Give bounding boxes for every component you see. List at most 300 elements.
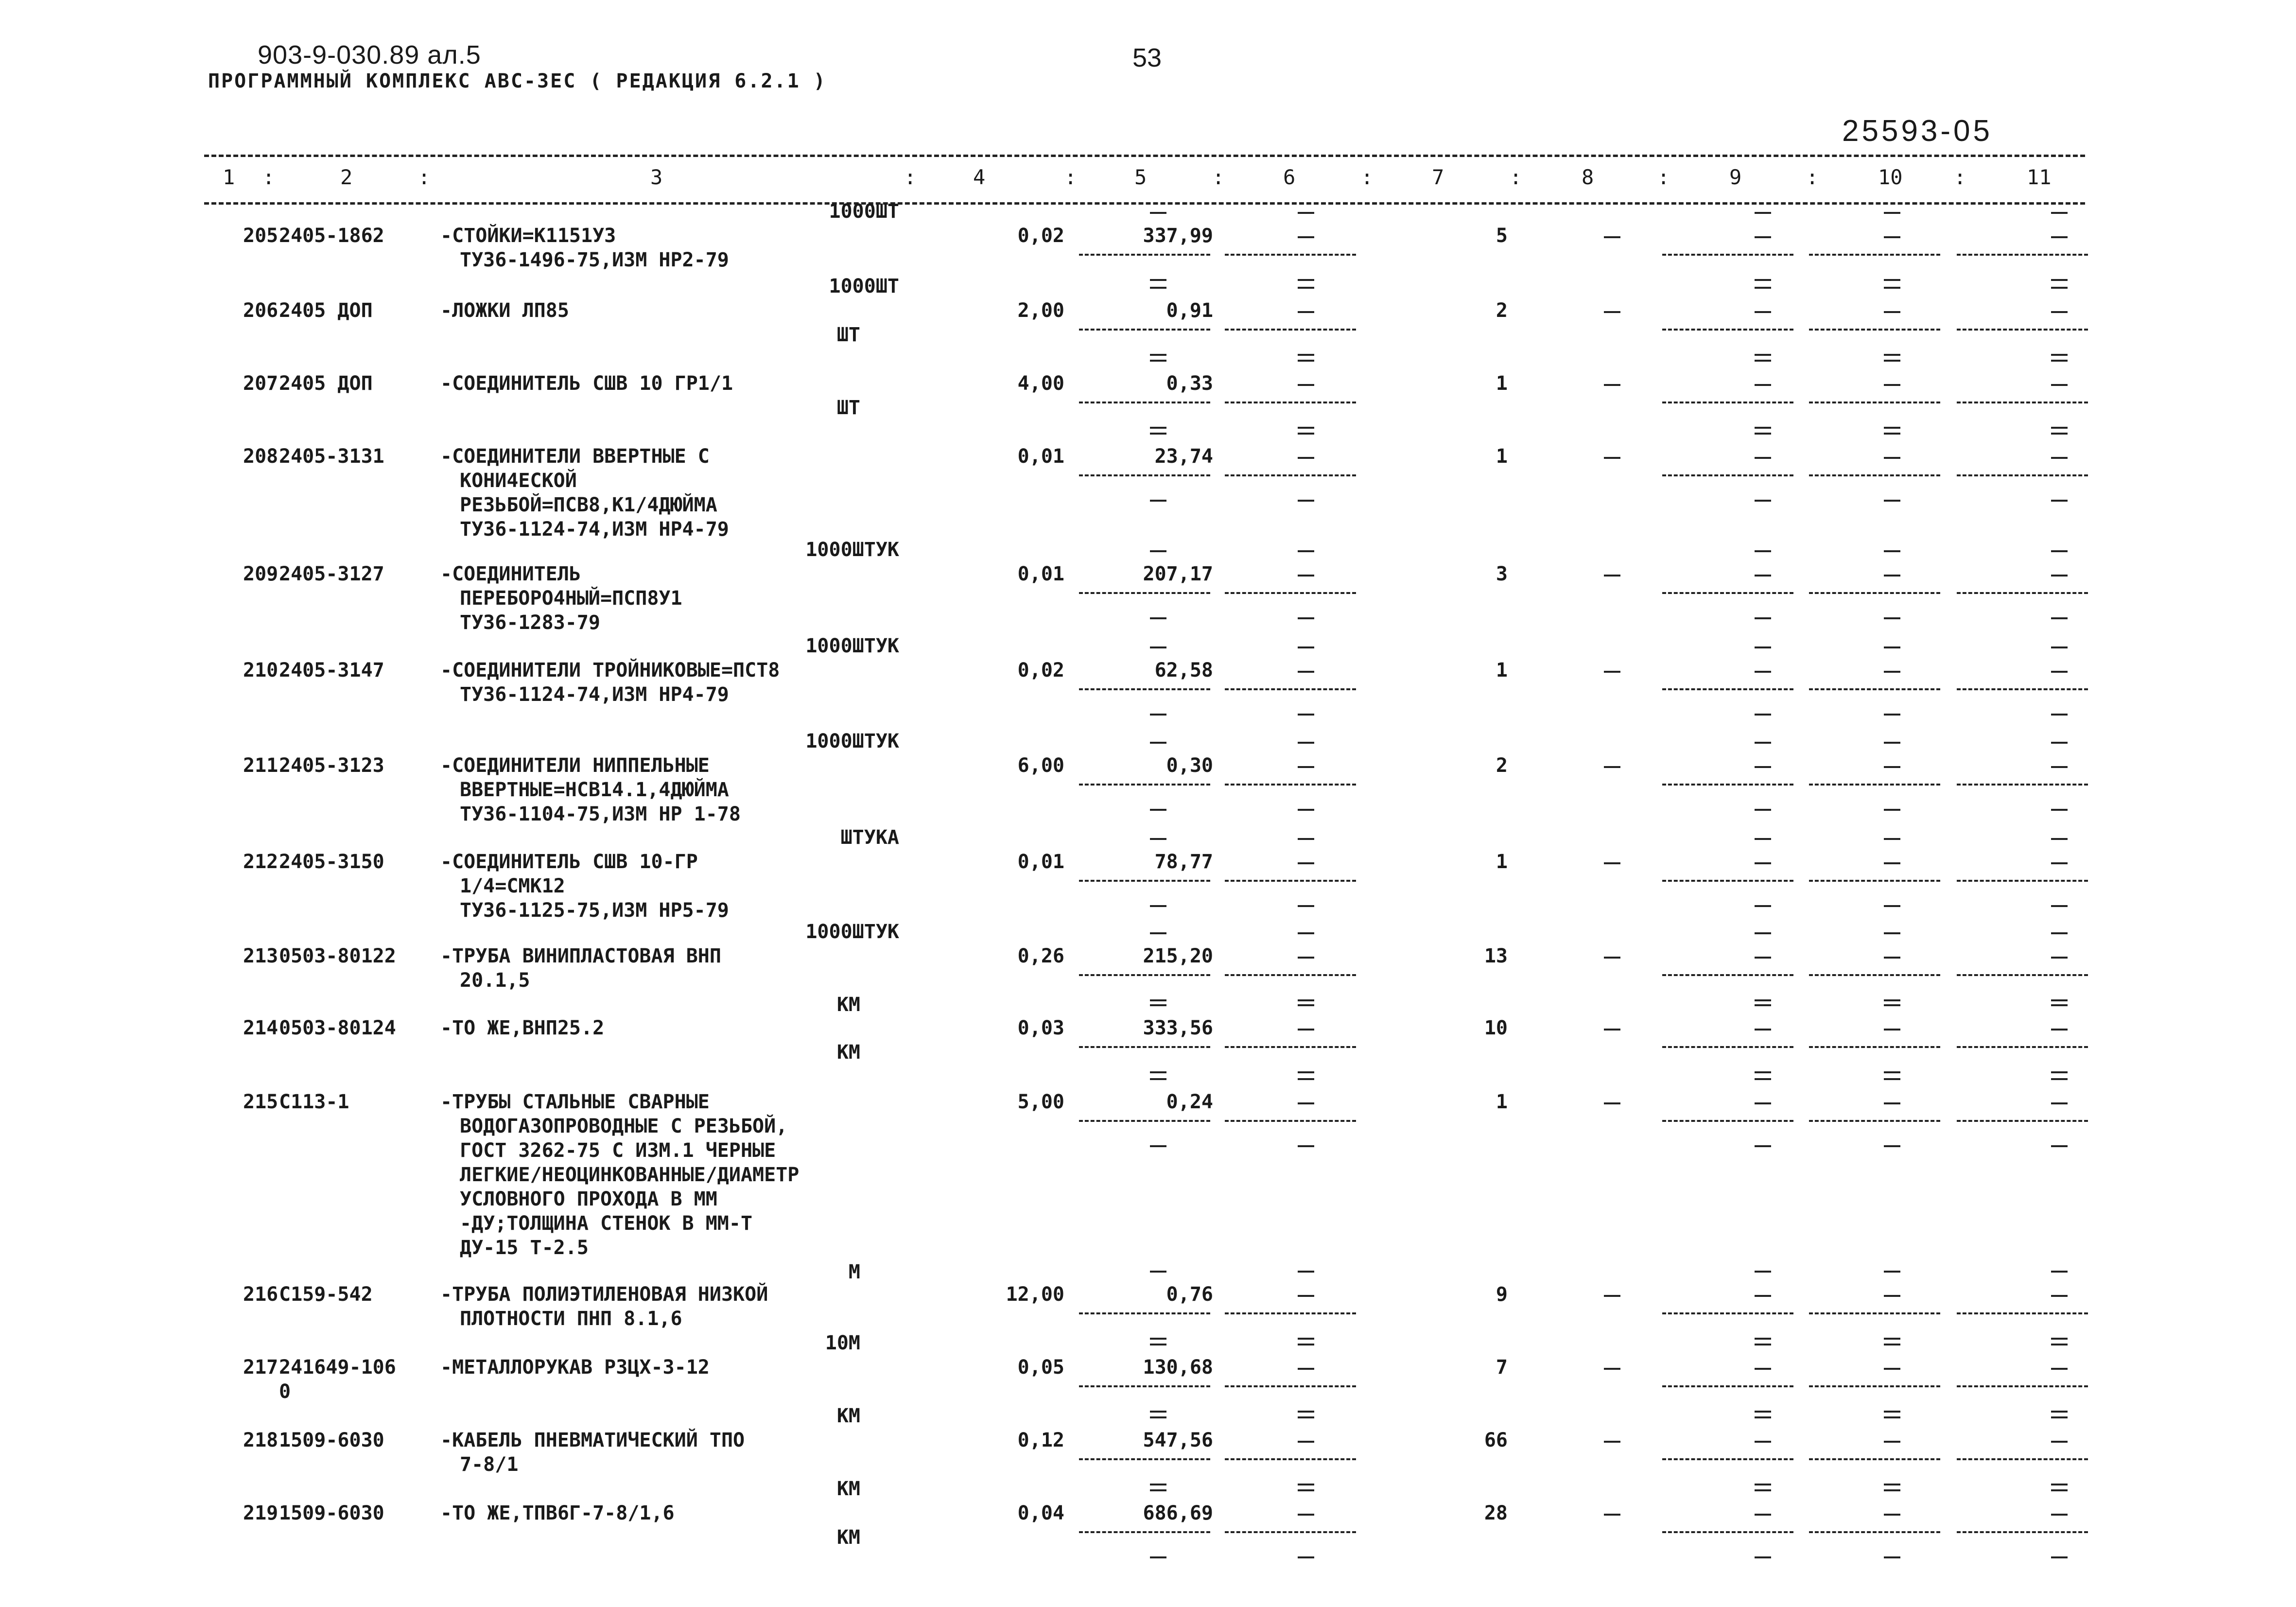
resource-code: С113-1	[279, 1091, 349, 1113]
dash-col-9-sub	[1755, 1556, 1771, 1558]
unit-label: М	[848, 1261, 860, 1283]
underline-col-6	[1225, 688, 1356, 690]
description-line: ТУ36-1283-79	[460, 611, 600, 634]
dash-col-6-sub	[1298, 354, 1314, 356]
dash-col-10	[1884, 957, 1900, 959]
dash-col-9-top	[1755, 646, 1771, 648]
underline-col-6	[1225, 1046, 1356, 1048]
dash-col-11-top	[2051, 1271, 2068, 1273]
price-value: 78,77	[1154, 851, 1213, 873]
underline-col-6	[1225, 974, 1356, 976]
description-line: -ДУ;ТОЛЩИНА СТЕНОК В ММ-Т	[460, 1212, 753, 1235]
underline-col-9	[1662, 1120, 1793, 1122]
dash-col-6-sub	[1298, 279, 1314, 281]
dash-col-10-sub	[1884, 905, 1900, 907]
dash-col-11	[2051, 575, 2068, 576]
dash-col-10	[1884, 236, 1900, 238]
resource-code: 2405-3147	[279, 659, 384, 681]
underline-col-9	[1662, 254, 1793, 256]
dash-col-5-sub	[1150, 617, 1166, 619]
row-number: 210	[243, 659, 278, 681]
dash-col-11	[2051, 862, 2068, 864]
price-value: 0,30	[1166, 754, 1213, 777]
unit-label: 1000ШТУК	[805, 539, 899, 561]
dash-col-11	[2051, 957, 2068, 959]
dash-col-10-sub	[1884, 1556, 1900, 1558]
dash-col-5-top	[1150, 212, 1166, 214]
dash-col-6-top	[1298, 646, 1314, 648]
description-line: УСЛОВНОГО ПРОХОДА В ММ	[460, 1188, 717, 1210]
underline-col-9	[1662, 1385, 1793, 1387]
dash-col-11-top	[2051, 1004, 2068, 1006]
dash-col-9-sub	[1755, 427, 1771, 429]
description-line: ПЛОТНОСТИ ПНП 8.1,6	[460, 1308, 682, 1330]
dash-col-10-top	[1884, 550, 1900, 552]
dash-col-9-top	[1755, 1489, 1771, 1491]
row-number: 215	[243, 1091, 278, 1113]
underline-col-9	[1662, 1046, 1793, 1048]
dash-col-5-sub	[1150, 354, 1166, 356]
column-7-value: 66	[1484, 1429, 1508, 1451]
dash-col-10	[1884, 766, 1900, 768]
dash-col-9	[1755, 862, 1771, 864]
underline-col-5	[1079, 592, 1210, 594]
resource-code: 0503-80124	[279, 1017, 396, 1039]
dash-col-8	[1604, 311, 1620, 313]
price-value: 207,17	[1143, 563, 1213, 585]
quantity-value: 0,01	[1017, 851, 1064, 873]
dash-col-9-sub	[1755, 500, 1771, 502]
row-number: 211	[243, 754, 278, 777]
dash-col-5-top	[1150, 360, 1166, 362]
dash-col-6-top	[1298, 433, 1314, 435]
underline-col-9	[1662, 402, 1793, 403]
quantity-value: 0,04	[1017, 1502, 1064, 1524]
page-number: 53	[1132, 43, 1162, 72]
document-page: 903-9-030.89 ал.5 53 ПРОГРАММНЫЙ КОМПЛЕКС АВС-3ЕС ( РЕДАКЦИЯ 6.2.1 ) 25593-05 1 2 3 4 5 6 7 8 9 10 11 : : : : : : : : : : 1000ШТ 205 2405-1862 -СТОЙКИ=К1151У3 ТУ36-1496-75,ИЗМ НР2-79 0,02 337,99 5 1000ШТ 206 2405 ДОП -ЛОЖКИ ЛП85 2,00 0,91 2 ШТ 207 2405 ДОП -СОЕДИНИТЕЛЬ СШВ 10 ГР1/1 4,00 0,33 1 ШТ 208 2405-3131 -СОЕДИНИТЕЛИ ВВЕРТНЫЕ С КОНИ4ЕСКОЙ РЕЗЬБОЙ=ПСВ8,К1/4ДЮЙМА ТУ36-1124-74,ИЗМ НР4-79 0,01 23,74 1 1000ШТУК 209 2405-3127 -СОЕДИНИТЕЛЬ ПЕРЕБОРО4НЫЙ=ПСП8У1 ТУ36-1283-79 0,01 207,17 3 1000ШТУК 210 2405-3147 -СОЕДИНИТЕЛИ ТРОЙНИКОВЫЕ=ПСТ8 ТУ36-1124-74,ИЗМ НР4-79 0,02 62,58 1 1000ШТУК 211 2405-3123 -СОЕДИНИТЕЛИ НИППЕЛЬНЫЕ ВВЕРТНЫЕ=НСВ14.1,4ДЮЙМА ТУ36-1104-75,ИЗМ НР 1-78 6,00 0,30 2 ШТУКА 212 2405-3150 -СОЕДИНИТЕЛЬ СШВ 10-ГР 1/4=СМК12 ТУ36-1125-75,ИЗМ НР5-79 0,01 78,77 1 1000ШТУК 213 0503-80122 -ТРУБА ВИНИПЛАСТОВАЯ ВНП 20.1,5 0,26 215,20 13 КМ 214 0503-80124 -ТО ЖЕ,ВНП25.2 0,03 333,56 10 КМ 215 С113-1 -ТРУБЫ СТАЛЬНЫЕ СВАРНЫЕ ВОДОГАЗОПРОВОДНЫЕ С РЕЗЬБОЙ, ГОСТ 3262-75 С ИЗМ.1 ЧЕРНЫЕ ЛЕГКИЕ/НЕОЦИНКОВАННЫЕ/ДИАМЕТР УСЛОВНОГО ПРОХОДА В ММ -ДУ;ТОЛЩИНА СТЕНОК В ММ-Т ДУ-15 Т-2.5 5,00 0,24 1 М 216 С159-542 -ТРУБА ПОЛИЭТИЛЕНОВАЯ НИЗКОЙ ПЛОТНОСТИ ПНП 8.1,6 12,00 0,76 9 10М 217 241649-106 0 -МЕТАЛЛОРУКАВ РЗЦХ-3-12 0,05 130,68 7 КМ 218 1509-6030 -КАБЕЛЬ ПНЕВМАТИЧЕСКИЙ ТПО 7-8/1 0,12 547,56 66 КМ 219 1509-6030 -ТО ЖЕ,ТПВ6Г-7-8/1,6 0,04 686,69 28 КМ	[0, 0, 2296, 1607]
unit-label: 1000ШТУК	[805, 921, 899, 943]
unit-label: 1000ШТУК	[805, 635, 899, 657]
dash-col-11-sub	[2051, 1556, 2068, 1558]
dash-col-5-top	[1150, 1004, 1166, 1006]
underline-col-11	[1957, 1120, 2088, 1122]
dash-col-11	[2051, 236, 2068, 238]
description-line: -СТОЙКИ=К1151У3	[440, 225, 616, 247]
description-line: -ТРУБА ПОЛИЭТИЛЕНОВАЯ НИЗКОЙ	[440, 1283, 768, 1306]
dash-col-5-sub	[1150, 1145, 1166, 1147]
dash-col-9-top	[1755, 1344, 1771, 1345]
dash-col-5-top	[1150, 433, 1166, 435]
price-value: 547,56	[1143, 1429, 1213, 1451]
underline-col-10	[1809, 1531, 1940, 1533]
dash-col-11	[2051, 311, 2068, 313]
dash-col-11	[2051, 671, 2068, 673]
row-number: 214	[243, 1017, 278, 1039]
underline-col-5	[1079, 1385, 1210, 1387]
dash-col-6-top	[1298, 1416, 1314, 1418]
dash-col-9-top	[1755, 550, 1771, 552]
row-number: 213	[243, 945, 278, 967]
underline-col-5	[1079, 880, 1210, 882]
underline-col-9	[1662, 688, 1793, 690]
underline-col-11	[1957, 1458, 2088, 1460]
dash-col-9-top	[1755, 1271, 1771, 1273]
dash-col-10	[1884, 1029, 1900, 1031]
underline-col-11	[1957, 1531, 2088, 1533]
dash-col-10-top	[1884, 212, 1900, 214]
dash-col-10-top	[1884, 1271, 1900, 1273]
dash-col-9	[1755, 1295, 1771, 1297]
column-header-5: 5	[1134, 165, 1147, 189]
underline-col-10	[1809, 688, 1940, 690]
dash-col-11-sub	[2051, 1338, 2068, 1340]
dash-col-10	[1884, 311, 1900, 313]
row-number: 208	[243, 445, 278, 468]
dash-col-9	[1755, 1029, 1771, 1031]
dash-col-6-sub	[1298, 1145, 1314, 1147]
dash-col-6	[1298, 1029, 1314, 1031]
column-7-value: 1	[1496, 851, 1508, 873]
underline-col-6	[1225, 474, 1356, 476]
dash-col-11-sub	[2051, 354, 2068, 356]
column-header-7: 7	[1432, 165, 1444, 189]
dash-col-11	[2051, 457, 2068, 459]
dash-col-10-sub	[1884, 714, 1900, 716]
quantity-value: 0,02	[1017, 225, 1064, 247]
dash-col-8	[1604, 1102, 1620, 1104]
dash-col-6-sub	[1298, 427, 1314, 429]
unit-label: ШТ	[836, 397, 860, 419]
dash-col-8	[1604, 384, 1620, 386]
dash-col-11-sub	[2051, 1484, 2068, 1485]
dash-col-5-sub	[1150, 279, 1166, 281]
dash-col-5-top	[1150, 1078, 1166, 1080]
price-value: 23,74	[1154, 445, 1213, 468]
description-line: -ТО ЖЕ,ТПВ6Г-7-8/1,6	[440, 1502, 675, 1524]
price-value: 686,69	[1143, 1502, 1213, 1524]
dash-col-11-top	[2051, 433, 2068, 435]
quantity-value: 0,02	[1017, 659, 1064, 681]
dash-col-11	[2051, 766, 2068, 768]
dash-col-6-top	[1298, 742, 1314, 744]
dash-col-9	[1755, 384, 1771, 386]
dash-col-6-top	[1298, 1489, 1314, 1491]
dash-col-10-sub	[1884, 1411, 1900, 1413]
price-value: 130,68	[1143, 1356, 1213, 1379]
description-line: -КАБЕЛЬ ПНЕВМАТИЧЕСКИЙ ТПО	[440, 1429, 745, 1451]
unit-label: КМ	[836, 1526, 860, 1549]
column-header-4: 4	[973, 165, 986, 189]
column-7-value: 7	[1496, 1356, 1508, 1379]
dash-col-9	[1755, 236, 1771, 238]
description-line: -ТРУБЫ СТАЛЬНЫЕ СВАРНЫЕ	[440, 1091, 710, 1113]
dash-col-6	[1298, 862, 1314, 864]
dash-col-5-top	[1150, 1344, 1166, 1345]
underline-col-6	[1225, 1458, 1356, 1460]
underline-col-9	[1662, 974, 1793, 976]
underline-col-9	[1662, 1458, 1793, 1460]
dash-col-9	[1755, 575, 1771, 576]
dash-col-6	[1298, 766, 1314, 768]
dash-col-11-top	[2051, 932, 2068, 934]
dash-col-11-sub	[2051, 617, 2068, 619]
dash-col-6	[1298, 311, 1314, 313]
unit-label: 1000ШТ	[829, 200, 899, 223]
dash-col-5-sub	[1150, 1071, 1166, 1073]
dash-col-10-top	[1884, 1344, 1900, 1345]
underline-col-11	[1957, 688, 2088, 690]
quantity-value: 0,01	[1017, 445, 1064, 468]
document-code: 903-9-030.89 ал.5	[258, 40, 481, 70]
description-line: 20.1,5	[460, 969, 530, 992]
quantity-value: 0,05	[1017, 1356, 1064, 1379]
dash-col-11	[2051, 1441, 2068, 1443]
dash-col-10-sub	[1884, 1484, 1900, 1485]
dash-col-8	[1604, 1514, 1620, 1516]
column-header-9: 9	[1729, 165, 1742, 189]
dash-col-5-sub	[1150, 905, 1166, 907]
dash-col-11-top	[2051, 646, 2068, 648]
quantity-value: 6,00	[1017, 754, 1064, 777]
row-number: 216	[243, 1283, 278, 1306]
dash-col-11-sub	[2051, 714, 2068, 716]
underline-col-5	[1079, 1458, 1210, 1460]
dash-col-5-top	[1150, 550, 1166, 552]
description-line: ГОСТ 3262-75 С ИЗМ.1 ЧЕРНЫЕ	[460, 1139, 776, 1162]
dash-col-10-sub	[1884, 500, 1900, 502]
dash-col-6	[1298, 1514, 1314, 1516]
column-header-11: 11	[2027, 165, 2052, 189]
row-number: 205	[243, 225, 278, 247]
description-line: ВОДОГАЗОПРОВОДНЫЕ С РЕЗЬБОЙ,	[460, 1115, 788, 1137]
column-7-value: 2	[1496, 299, 1508, 322]
dash-col-6-sub	[1298, 1338, 1314, 1340]
underline-col-11	[1957, 329, 2088, 331]
price-value: 62,58	[1154, 659, 1213, 681]
resource-code: 241649-106	[279, 1356, 396, 1379]
dash-col-10-sub	[1884, 617, 1900, 619]
dash-col-10	[1884, 384, 1900, 386]
dash-col-6-sub	[1298, 714, 1314, 716]
description-line: -СОЕДИНИТЕЛИ НИППЕЛЬНЫЕ	[440, 754, 710, 777]
dash-col-10-top	[1884, 932, 1900, 934]
resource-code: С159-542	[279, 1283, 373, 1306]
description-line: ЛЕГКИЕ/НЕОЦИНКОВАННЫЕ/ДИАМЕТР	[460, 1164, 800, 1186]
underline-col-10	[1809, 1046, 1940, 1048]
underline-col-6	[1225, 1312, 1356, 1314]
dash-col-11-sub	[2051, 905, 2068, 907]
underline-col-10	[1809, 1385, 1940, 1387]
dash-col-10-top	[1884, 433, 1900, 435]
dash-col-11	[2051, 1029, 2068, 1031]
dash-col-5-top	[1150, 1271, 1166, 1273]
underline-col-11	[1957, 1385, 2088, 1387]
dash-col-11-top	[2051, 1489, 2068, 1491]
description-line: ДУ-15 Т-2.5	[460, 1237, 589, 1259]
underline-col-10	[1809, 974, 1940, 976]
underline-col-9	[1662, 1531, 1793, 1533]
column-header-8: 8	[1582, 165, 1594, 189]
description-line: ТУ36-1104-75,ИЗМ НР 1-78	[460, 803, 741, 825]
dash-col-5-top	[1150, 1489, 1166, 1491]
dash-col-6-sub	[1298, 999, 1314, 1001]
row-number: 212	[243, 851, 278, 873]
underline-col-11	[1957, 974, 2088, 976]
row-number: 207	[243, 372, 278, 395]
dash-col-6	[1298, 1295, 1314, 1297]
column-header-10: 10	[1878, 165, 1903, 189]
underline-col-9	[1662, 592, 1793, 594]
underline-col-6	[1225, 1120, 1356, 1122]
description-line: -ЛОЖКИ ЛП85	[440, 299, 569, 322]
dash-col-5-sub	[1150, 500, 1166, 502]
description-line: -ТРУБА ВИНИПЛАСТОВАЯ ВНП	[440, 945, 721, 967]
underline-col-9	[1662, 474, 1793, 476]
column-7-value: 28	[1484, 1502, 1508, 1524]
dash-col-8	[1604, 1368, 1620, 1370]
dash-col-8	[1604, 1295, 1620, 1297]
resource-code: 2405-3150	[279, 851, 384, 873]
underline-col-9	[1662, 329, 1793, 331]
description-line: -СОЕДИНИТЕЛИ ТРОЙНИКОВЫЕ=ПСТ8	[440, 659, 780, 681]
underline-col-11	[1957, 474, 2088, 476]
unit-label: ШТУКА	[840, 826, 899, 849]
price-value: 0,24	[1166, 1091, 1213, 1113]
dash-col-6-sub	[1298, 1411, 1314, 1413]
dash-col-10	[1884, 862, 1900, 864]
underline-col-5	[1079, 1120, 1210, 1122]
description-line: -СОЕДИНИТЕЛИ ВВЕРТНЫЕ С	[440, 445, 710, 468]
dash-col-11-sub	[2051, 279, 2068, 281]
dash-col-5-top	[1150, 838, 1166, 840]
underline-col-6	[1225, 592, 1356, 594]
dash-col-5-top	[1150, 287, 1166, 289]
column-7-value: 1	[1496, 445, 1508, 468]
dash-col-11-top	[2051, 212, 2068, 214]
header-bottom-rule	[204, 202, 2085, 205]
column-7-value: 2	[1496, 754, 1508, 777]
underline-col-5	[1079, 784, 1210, 786]
dash-col-5-sub	[1150, 1556, 1166, 1558]
dash-col-11-top	[2051, 550, 2068, 552]
description-line: -СОЕДИНИТЕЛЬ	[440, 563, 581, 585]
dash-col-11-top	[2051, 287, 2068, 289]
price-value: 0,33	[1166, 372, 1213, 395]
price-value: 0,76	[1166, 1283, 1213, 1306]
dash-col-6-top	[1298, 1271, 1314, 1273]
underline-col-10	[1809, 880, 1940, 882]
price-value: 0,91	[1166, 299, 1213, 322]
header-top-rule	[204, 155, 2085, 157]
dash-col-10-sub	[1884, 1145, 1900, 1147]
column-7-value: 5	[1496, 225, 1508, 247]
dash-col-10-sub	[1884, 809, 1900, 811]
dash-col-11-sub	[2051, 500, 2068, 502]
dash-col-8	[1604, 575, 1620, 576]
dash-col-6-top	[1298, 287, 1314, 289]
dash-col-9-sub	[1755, 809, 1771, 811]
dash-col-6	[1298, 1368, 1314, 1370]
dash-col-6	[1298, 575, 1314, 576]
dash-col-6-top	[1298, 212, 1314, 214]
dash-col-6-sub	[1298, 1071, 1314, 1073]
quantity-value: 0,03	[1017, 1017, 1064, 1039]
dash-col-11-top	[2051, 838, 2068, 840]
description-line: ТУ36-1124-74,ИЗМ НР4-79	[460, 683, 729, 706]
dash-col-5-top	[1150, 742, 1166, 744]
dash-col-6	[1298, 671, 1314, 673]
dash-col-11-top	[2051, 360, 2068, 362]
unit-label: КМ	[836, 1405, 860, 1427]
dash-col-6-sub	[1298, 809, 1314, 811]
dash-col-11	[2051, 1368, 2068, 1370]
row-number: 209	[243, 563, 278, 585]
dash-col-11-sub	[2051, 1145, 2068, 1147]
dash-col-5-sub	[1150, 1411, 1166, 1413]
underline-col-11	[1957, 1312, 2088, 1314]
dash-col-10	[1884, 1514, 1900, 1516]
price-value: 337,99	[1143, 225, 1213, 247]
underline-col-11	[1957, 784, 2088, 786]
dash-col-10-sub	[1884, 1071, 1900, 1073]
dash-col-9-top	[1755, 433, 1771, 435]
dash-col-9-top	[1755, 360, 1771, 362]
dash-col-11-top	[2051, 1344, 2068, 1345]
dash-col-9-top	[1755, 932, 1771, 934]
dash-col-10-top	[1884, 287, 1900, 289]
dash-col-5-top	[1150, 646, 1166, 648]
dash-col-9-top	[1755, 212, 1771, 214]
dash-col-10-top	[1884, 646, 1900, 648]
description-line: 1/4=СМК12	[460, 875, 565, 897]
dash-col-5-sub	[1150, 809, 1166, 811]
dash-col-8	[1604, 236, 1620, 238]
column-7-value: 10	[1484, 1017, 1508, 1039]
dash-col-8	[1604, 862, 1620, 864]
resource-code: 2405-3123	[279, 754, 384, 777]
dash-col-6-sub	[1298, 905, 1314, 907]
resource-code: 2405-3127	[279, 563, 384, 585]
dash-col-11-sub	[2051, 999, 2068, 1001]
row-number: 218	[243, 1429, 278, 1451]
dash-col-11-top	[2051, 742, 2068, 744]
dash-col-9	[1755, 311, 1771, 313]
description-line: РЕЗЬБОЙ=ПСВ8,К1/4ДЮЙМА	[460, 494, 717, 516]
unit-label: 1000ШТУК	[805, 730, 899, 752]
underline-col-10	[1809, 1120, 1940, 1122]
underline-col-5	[1079, 1046, 1210, 1048]
underline-col-11	[1957, 402, 2088, 403]
dash-col-5-top	[1150, 932, 1166, 934]
dash-col-8	[1604, 957, 1620, 959]
resource-code-cont: 0	[279, 1380, 291, 1403]
dash-col-6	[1298, 457, 1314, 459]
dash-col-10	[1884, 671, 1900, 673]
resource-code: 1509-6030	[279, 1502, 384, 1524]
resource-code: 2405 ДОП	[279, 372, 373, 395]
dash-col-11	[2051, 1514, 2068, 1516]
dash-col-9-sub	[1755, 905, 1771, 907]
quantity-value: 4,00	[1017, 372, 1064, 395]
dash-col-9	[1755, 957, 1771, 959]
dash-col-11-sub	[2051, 809, 2068, 811]
dash-col-6	[1298, 1102, 1314, 1104]
dash-col-8	[1604, 1029, 1620, 1031]
unit-label: 1000ШТ	[829, 275, 899, 297]
column-header-6: 6	[1283, 165, 1296, 189]
dash-col-6	[1298, 1441, 1314, 1443]
underline-col-5	[1079, 402, 1210, 403]
